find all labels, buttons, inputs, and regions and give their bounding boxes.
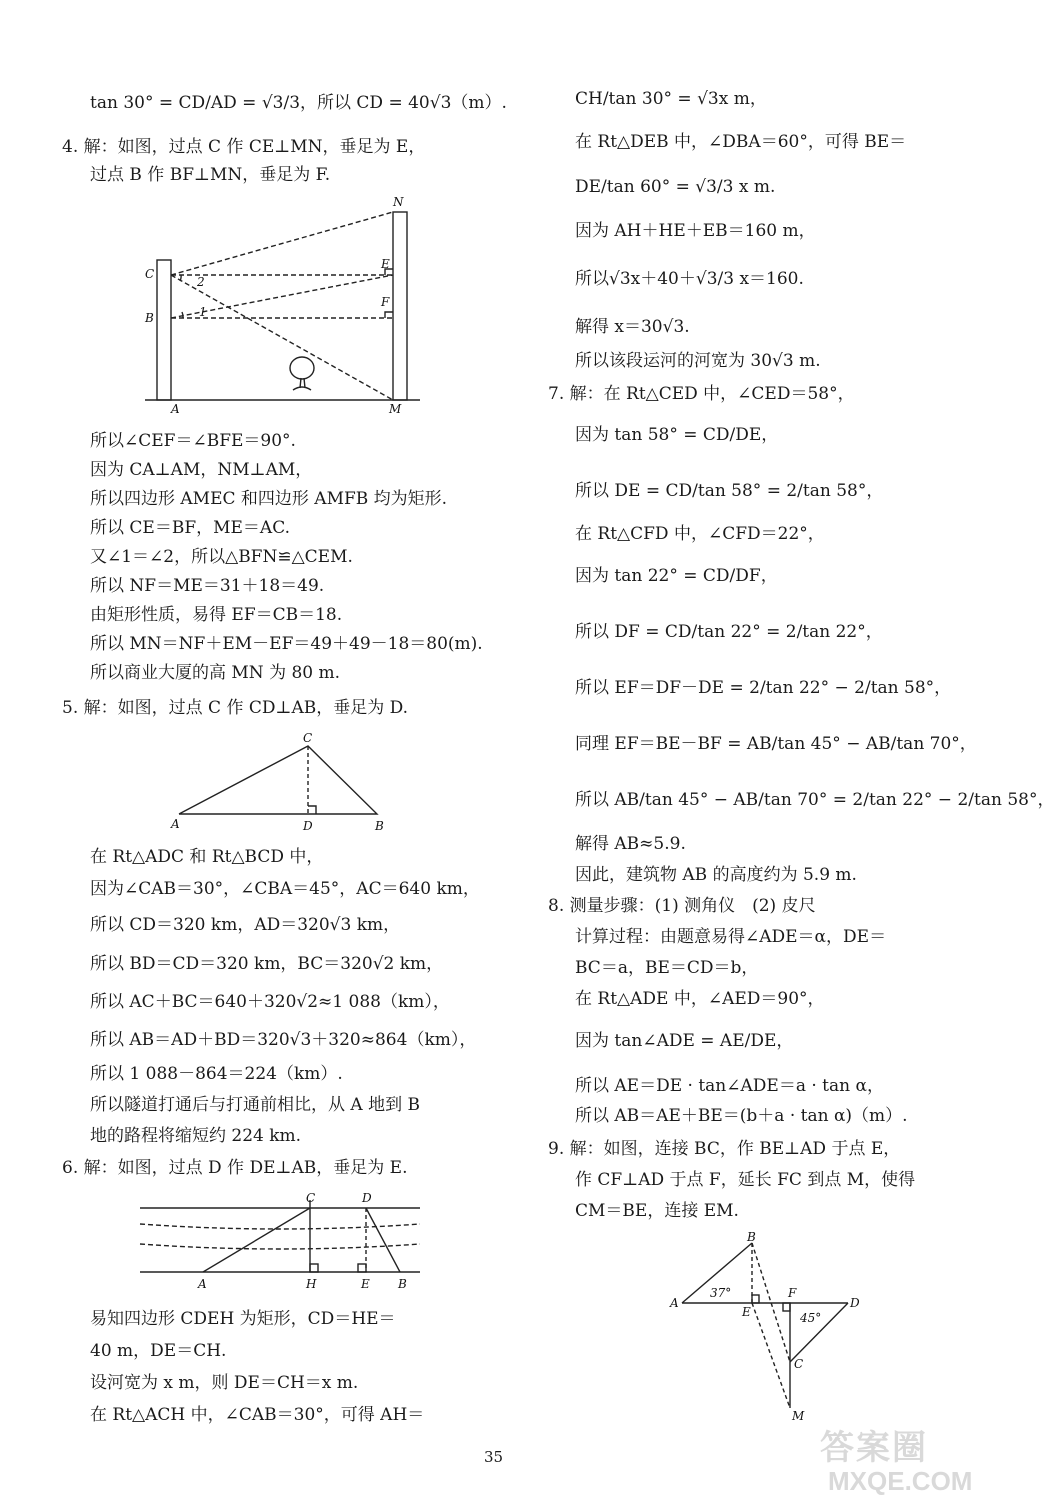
label-m: M [389,402,402,416]
text-line: 解得 x＝30√3. [575,317,690,337]
problem-6-heading: 6. 解：如图，过点 D 作 DE⊥AB，垂足为 E. [62,1158,408,1178]
building-right [393,212,407,400]
text-line: 过点 B 作 BF⊥MN，垂足为 F. [90,165,331,185]
text-line: 在 Rt△ADE 中，∠AED＝90°， [575,989,825,1009]
text-line: 在 Rt△CFD 中，∠CFD＝22°， [575,524,825,544]
text-line: tan 30° = CD/AD = √3/3，所以 CD = 40√3（m）. [90,93,507,113]
text-line: 因为 tan 58° = CD/DE， [575,425,779,445]
text-line: 又∠1＝∠2，所以△BFN≌△CEM. [90,547,353,567]
text-line: 由矩形性质，易得 EF＝CB＝18. [90,605,343,625]
text-line: 地的路程将缩短约 224 km. [90,1126,302,1146]
line-ac [203,1208,310,1272]
figure-problem-4 [135,190,425,420]
text-line: 所以 DF = CD/tan 22° = 2/tan 22°， [575,622,883,642]
problem-4-heading: 4. 解：如图，过点 C 作 CE⊥MN，垂足为 E， [62,137,426,157]
figure-problem-6 [130,1188,430,1298]
label-c: C [306,1191,316,1205]
figure-problem-9 [668,1228,868,1423]
tree-icon [290,357,314,390]
text-line: 所以 AC＋BC＝640＋320√2≈1 088（km）， [90,992,450,1012]
building-left [157,260,171,400]
text-line: 所以 NF＝ME＝31＋18＝49. [90,576,325,596]
label-h: H [306,1277,317,1291]
text-line: 在 Rt△DEB 中，∠DBA＝60°，可得 BE＝ [575,132,907,152]
problem-7-heading: 7. 解：在 Rt△CED 中，∠CED＝58°， [548,384,855,404]
label-f: F [381,295,390,309]
figure-problem-5 [165,728,395,838]
right-angle-f [385,312,393,318]
problem-9-heading: 9. 解：如图，连接 BC，作 BE⊥AD 于点 E， [548,1139,901,1159]
text-line: 所以 MN＝NF＋EM－EF＝49＋49－18＝80(m). [90,634,483,654]
label-b: B [747,1230,756,1244]
label-e: E [361,1277,370,1291]
text-line: 所以 CE＝BF，ME＝AC. [90,518,291,538]
line-cn [171,212,393,275]
label-c: C [145,267,155,281]
watermark-logo: 答案圈 [820,1429,928,1467]
label-d: D [303,819,313,833]
text-line: 40 m，DE＝CH. [90,1341,227,1361]
line-db [366,1208,400,1272]
text-line: 所以√3x＋40＋√3/3 x＝160. [575,269,804,289]
text-line: 所以 AB/tan 45° − AB/tan 70° = 2/tan 22° − 2/tan 58°， [575,790,1054,810]
label-m: M [792,1409,805,1423]
problem-5-heading: 5. 解：如图，过点 C 作 CD⊥AB，垂足为 D. [62,698,409,718]
page-number: 35 [484,1448,504,1466]
problem-8-heading: 8. 测量步骤：(1) 测角仪 (2) 皮尺 [548,896,816,916]
text-line: 在 Rt△ADC 和 Rt△BCD 中， [90,847,324,867]
label-d: D [850,1296,860,1310]
text-line: 设河宽为 x m，则 DE＝CH＝x m. [90,1373,359,1393]
text-line: CM＝BE，连接 EM. [575,1201,739,1221]
label-angle-1: 1 [199,305,207,319]
label-37: 37° [710,1286,732,1300]
text-line: 所以 1 088－864＝224（km）. [90,1064,343,1084]
watermark-url: MXQE.COM [828,1466,973,1496]
right-angle-f [783,1303,790,1311]
text-line: 因为 tan∠ADE = AE/DE， [575,1031,794,1051]
right-angle-h [310,1264,318,1272]
text-line: 所以商业大厦的高 MN 为 80 m. [90,663,341,683]
text-line: 所以隧道打通后与打通前相比，从 A 地到 B [90,1095,420,1115]
angle-2-arc [180,275,181,281]
text-line: 所以 CD＝320 km，AD＝320√3 km， [90,915,401,935]
text-line: 同理 EF＝BE－BF = AB/tan 45° − AB/tan 70°， [575,734,977,754]
text-line: 所以 AB＝AE＋BE＝(b＋a · tan α)（m）. [575,1106,908,1126]
text-line: 易知四边形 CDEH 为矩形，CD＝HE＝ [90,1309,396,1329]
line-cm [171,275,393,400]
label-b: B [398,1277,407,1291]
text-line: 所以四边形 AMEC 和四边形 AMFB 均为矩形. [90,489,448,509]
river-wave-2 [140,1244,420,1249]
text-line: CH/tan 30° = √3x m， [575,89,767,109]
label-a: A [670,1296,679,1310]
label-c: C [794,1357,804,1371]
label-d: D [362,1191,372,1205]
text-line: 在 Rt△ACH 中，∠CAB＝30°，可得 AH＝ [90,1405,425,1425]
text-line: 作 CF⊥AD 于点 F，延长 FC 到点 M，使得 [575,1170,916,1190]
label-b: B [145,311,154,325]
label-n: N [393,195,404,209]
right-angle-d [308,806,316,814]
text-line: 所以 BD＝CD＝320 km，BC＝320√2 km， [90,954,444,974]
text-line: 因为 tan 22° = CD/DF， [575,566,778,586]
label-e: E [742,1305,751,1319]
right-angle-e [752,1295,759,1303]
text-line: BC＝a，BE＝CD＝b， [575,958,759,978]
text-line: 因为 AH＋HE＋EB＝160 m， [575,221,816,241]
label-45: 45° [800,1311,822,1325]
text-line: 所以 DE = CD/tan 58° = 2/tan 58°， [575,481,884,501]
text-line: 所以 AB＝AD＋BD＝320√3＋320≈864（km）， [90,1030,477,1050]
label-a: A [171,817,180,831]
line-em [752,1303,790,1408]
text-line: 因为 CA⊥AM，NM⊥AM， [90,460,313,480]
angle-1-arc [182,312,183,318]
label-b: B [375,819,384,833]
label-angle-2: 2 [197,275,205,289]
text-line: 所以该段运河的河宽为 30√3 m. [575,351,821,371]
label-f: F [788,1286,797,1300]
label-c: C [303,731,313,745]
text-line: 因此，建筑物 AB 的高度约为 5.9 m. [575,865,857,885]
text-line: 解得 AB≈5.9. [575,834,686,854]
label-e: E [381,257,390,271]
text-line: 所以 AE＝DE · tan∠ADE＝a · tan α， [575,1076,884,1096]
label-a: A [171,402,180,416]
text-line: 因为∠CAB＝30°，∠CBA＝45°，AC＝640 km， [90,879,480,899]
text-line: 计算过程：由题意易得∠ADE＝α，DE＝ [575,927,887,947]
text-line: 所以 EF＝DF－DE = 2/tan 22° − 2/tan 58°， [575,678,952,698]
right-angle-e [358,1264,366,1272]
label-a: A [198,1277,207,1291]
triangle-abc [179,746,377,814]
text-line: DE/tan 60° = √3/3 x m. [575,177,776,197]
text-line: 所以∠CEF＝∠BFE＝90°. [90,431,296,451]
